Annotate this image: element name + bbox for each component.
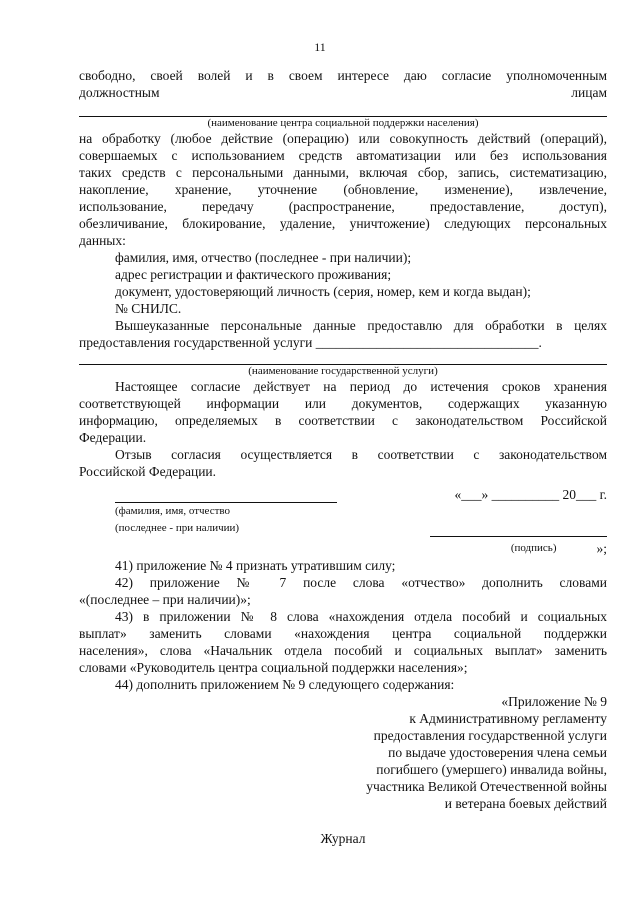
validity-line-last: Федерации. — [79, 430, 147, 445]
validity-line-1: Настоящее согласие действует на период до истечения сроков хранения — [115, 379, 607, 394]
processing-line-3: таких средств с персональными данными, включая сбор, запись, систематизацию, — [79, 165, 607, 180]
journal-title: Журнал — [320, 831, 366, 846]
caption-signature: (подпись) — [510, 542, 557, 554]
amendment-42-line-1: 42) приложение № 7 после слова «отчество» дополнить словами — [115, 575, 607, 590]
page-number: 11 — [314, 40, 326, 54]
processing-line-6: обезличивание, блокирование, удаление, уничтожение) следующих персональных — [79, 216, 607, 231]
intro-word-left: должностным — [79, 85, 160, 100]
signature-caption-row — [79, 540, 607, 557]
amendment-43-line-last: словами «Руководитель центра социальной поддержки населения»; — [79, 660, 468, 675]
signature-row — [79, 520, 607, 537]
appendix-header-line: по выдаче удостоверения члена семьи — [388, 745, 607, 760]
processing-line-1: на обработку (любое действие (операцию) или совокупность действий (операций), — [79, 131, 607, 146]
amendment-43-line-1: 43) в приложении № 8 слова «нахождения отдела пособий и социальных — [115, 609, 607, 624]
blank-signature-line — [430, 522, 607, 537]
revocation-line-1: Отзыв согласия осуществляется в соответствии с законодательством — [115, 447, 607, 462]
processing-line-last: данных: — [79, 233, 126, 248]
data-item-snils: № СНИЛС. — [115, 301, 182, 316]
validity-line-3: информацию, определяемых в соответствии с законодательством Российской — [79, 413, 607, 428]
amendment-43-line-2: выплат» заменить словами «нахождения центра социальной поддержки — [79, 626, 607, 641]
date-template: «___» __________ 20___ г. — [454, 487, 607, 502]
revocation-line-last: Российской Федерации. — [79, 464, 217, 479]
amendment-42-line-2: «(последнее – при наличии)»; — [79, 592, 251, 607]
appendix-header-line: погибшего (умершего) инвалида войны, — [376, 762, 607, 777]
caption-fio-1: (фамилия, имя, отчество — [115, 505, 231, 517]
appendix-header-line: участника Великой Отечественной войны — [366, 779, 607, 794]
amendment-43-line-3: населения», слова «Начальник отдела пособий и социальных выплат» заменить — [79, 643, 607, 658]
validity-line-2: соответствующей информации или документов, содержащих указанную — [79, 396, 607, 411]
data-item-address: адрес регистрации и фактического проживания; — [115, 267, 392, 282]
appendix-header — [79, 693, 607, 812]
intro-line: свободно, своей волей и в своем интересе даю согласие уполномоченным — [79, 68, 607, 83]
processing-line-4: накопление, хранение, уточнение (обновление, изменение), извлечение, — [79, 182, 607, 197]
caption-fio-2: (последнее - при наличии) — [115, 522, 240, 534]
purpose-line-2: предоставления государственной услуги _________________________________. — [79, 335, 542, 350]
document-body — [79, 67, 607, 847]
blank-fio-line — [115, 486, 337, 503]
data-item-fio: фамилия, имя, отчество (последнее - при наличии); — [115, 250, 412, 265]
caption-service-name: (наименование государственной услуги) — [248, 365, 438, 377]
intro-word-right: лицам — [571, 85, 607, 100]
amendment-44: 44) дополнить приложением № 9 следующего содержания: — [115, 677, 455, 692]
caption-center-name: (наименование центра социальной поддержки населения) — [207, 117, 479, 129]
appendix-header-line: предоставления государственной услуги — [373, 728, 607, 743]
intro-line-2 — [79, 84, 607, 101]
processing-line-2: совершаемых с использованием средств автоматизации или без использования — [79, 148, 607, 163]
processing-line-5: использование, передачу (распространение, предоставление, доступ), — [79, 199, 607, 214]
appendix-header-line: «Приложение № 9 — [501, 694, 607, 709]
amendment-41: 41) приложение № 4 признать утратившим силу; — [115, 558, 396, 573]
appendix-header-line: и ветерана боевых действий — [444, 796, 607, 811]
data-item-document: документ, удостоверяющий личность (серия, номер, кем и когда выдан); — [115, 284, 531, 299]
signature-date-row — [79, 486, 607, 503]
purpose-line-1: Вышеуказанные персональные данные предоставлю для обработки в целях — [115, 318, 607, 333]
signature-end: »; — [596, 541, 607, 556]
appendix-header-line: к Административному регламенту — [409, 711, 607, 726]
